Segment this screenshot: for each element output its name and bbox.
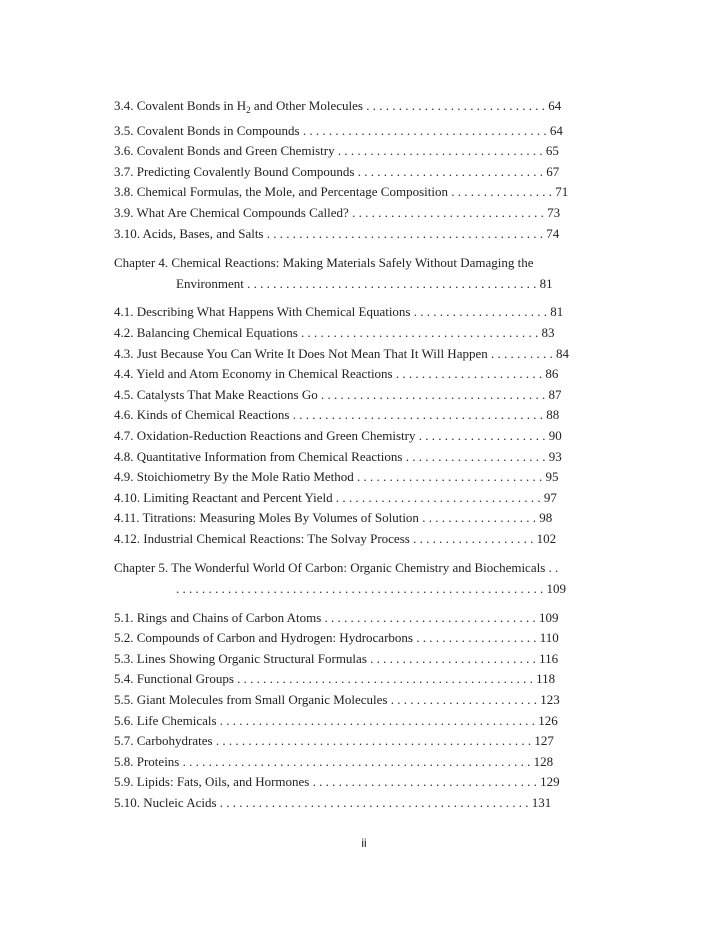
dot-leader: . . . . . . . . . . . . . . . . . . . . . . (402, 448, 549, 464)
toc-entry-title: 5.10. Nucleic Acids (114, 795, 217, 810)
toc-entry-5-7[interactable] (114, 731, 616, 752)
dot-leader: . . . . . . . . . . . . . . . . . . . . . . . . . . . . . . . . (334, 143, 546, 159)
toc-page-number: 102 (536, 530, 557, 546)
toc-entry-title: 4.10. Limiting Reactant and Percent Yield (114, 489, 333, 505)
toc-entry-title: 4.1. Describing What Happens With Chemical Equations (114, 304, 411, 320)
dot-leader: . . . . . . . . . . . . . . . . . . . . . . . . . . (366, 650, 540, 666)
toc-page-number: 110 (539, 630, 559, 646)
dot-leader: . . . . . . . . . . . . . . . . (447, 184, 556, 200)
dot-leader: . . . . . . . . . . . . . . . . . . . . . . . . . . . . . . . . . . . . . . . (289, 407, 547, 423)
dot-leader: . . . . . . . . . . . . . . . . . . . . . . . . . . . . . . . . . . . . . . . . . . . . . . . . . (216, 712, 539, 728)
dot-leader: . . . . . . . . . . . . . . . . . . . . . . . . . . . . . . . . . . . . . . . . . . . . . . . . . (212, 733, 535, 749)
toc-entry-4-9[interactable] (114, 467, 616, 488)
toc-entry-4-1[interactable] (114, 302, 616, 323)
toc-entry-title: 4.2. Balancing Chemical Equations (114, 324, 298, 340)
toc-entry-3-9[interactable] (114, 203, 616, 224)
dot-leader: . . . . . . . . . . . . . . . . . . . . . . . . . . . . . . . . . . . . . . . . . . . . . . . . . . . . . . (179, 753, 534, 769)
toc-entry-3-5[interactable] (114, 121, 616, 142)
dot-leader: . . . . . . . . . . . . . . . . . . . . . . . . . . . . . (353, 469, 546, 485)
toc-entry-title: 3.8. Chemical Formulas, the Mole, and Percentage Composition (114, 184, 448, 200)
chapter-title-continuation (114, 579, 616, 600)
toc-page-number: 67 (546, 163, 560, 179)
chapter-title-line: Chapter 5. The Wonderful World Of Carbon: Organic Chemistry and Biochemicals . . (114, 560, 559, 576)
toc-page-number: 109 (546, 581, 566, 597)
toc-page-number: 87 (548, 386, 562, 402)
toc-entry-5-9[interactable] (114, 772, 616, 793)
toc-entry-title: 4.11. Titrations: Measuring Moles By Volumes of Solution (114, 510, 419, 526)
dot-leader: . . . . . . . . . . . . . . . . . . . . . . . . . . . . . . . . . . . . . (297, 324, 542, 340)
toc-entry-3-10[interactable] (114, 224, 616, 245)
toc-entry-title: 5.3. Lines Showing Organic Structural Formulas (114, 650, 367, 666)
dot-leader: . . . . . . . . . . . . . . . . . . . . . . . (387, 692, 541, 708)
subscript: 2 (246, 105, 251, 115)
toc-page-number: 97 (543, 489, 557, 505)
chapter-title-text: Environment (176, 275, 244, 291)
toc-page-number: 81 (539, 275, 553, 291)
toc-entry-title: 5.5. Giant Molecules from Small Organic Molecules (114, 692, 388, 708)
toc-page-number: 116 (539, 650, 559, 666)
toc-page-number: 88 (546, 407, 560, 423)
table-of-contents (114, 96, 616, 814)
toc-page-number: 90 (548, 427, 562, 443)
toc-entry-5-3[interactable] (114, 649, 616, 670)
toc-entry-title: 5.9. Lipids: Fats, Oils, and Hormones (114, 774, 310, 790)
toc-entry-4-3[interactable] (114, 344, 616, 365)
toc-entry-4-11[interactable] (114, 508, 616, 529)
toc-entry-4-10[interactable] (114, 488, 616, 509)
toc-entry-4-12[interactable] (114, 529, 616, 550)
toc-page-number: 95 (545, 469, 559, 485)
toc-entry-title: 3.5. Covalent Bonds in Compounds (114, 122, 300, 138)
dot-leader: . . . . . . . . . . . . . . . . . . . . . . . . . . . . . . . . . . . . . . . . . . . (263, 225, 547, 241)
dot-leader: . . . . . . . . . . (487, 345, 556, 361)
toc-entry-5-1[interactable] (114, 608, 616, 629)
toc-page-number: 118 (536, 671, 556, 687)
toc-entry-4-6[interactable] (114, 405, 616, 426)
dot-leader: . . . . . . . . . . . . . . . . . . . . (415, 427, 549, 443)
toc-page-number: 131 (531, 795, 552, 810)
toc-page-number: 64 (548, 98, 562, 113)
chapter-title-continuation (114, 274, 616, 295)
toc-entry-title: 3.10. Acids, Bases, and Salts (114, 225, 264, 241)
toc-entry-4-5[interactable] (114, 385, 616, 406)
toc-page-number: 98 (539, 510, 553, 526)
toc-entry-title: 5.1. Rings and Chains of Carbon Atoms (114, 609, 322, 625)
toc-page-number: 81 (550, 304, 564, 320)
toc-page-number: 127 (534, 733, 554, 749)
page-number: ii (361, 836, 367, 850)
toc-page-number: 109 (539, 609, 559, 625)
toc-entry-title: 5.8. Proteins (114, 753, 180, 769)
toc-entry-title: 5.7. Carbohydrates (114, 733, 213, 749)
dot-leader: . . . . . . . . . . . . . . . . . . . . . . . . . . . . . . . . . . . . . . . . . . . . . . . . (216, 795, 532, 810)
toc-page-number: 64 (549, 122, 563, 138)
toc-page-number: 84 (556, 345, 569, 361)
toc-page-number: 128 (533, 753, 554, 769)
toc-entry-title: 4.3. Just Because You Can Write It Does Not Mean That It Will Happen (114, 345, 488, 361)
dot-leader: . . . . . . . . . . . . . . . . . . . . . . . . . . . . . . . . . (321, 609, 540, 625)
toc-entry-4-2[interactable] (114, 323, 616, 344)
toc-entry-3-4[interactable] (114, 96, 616, 121)
toc-entry-5-2[interactable] (114, 628, 616, 649)
dot-leader: . . . . . . . . . . . . . . . . . . . . . . . . . . . . . . . . . . . (317, 386, 549, 402)
dot-leader: . . . . . . . . . . . . . . . . . . . . . . . . . . . . . . . . . . . . . . (299, 122, 550, 138)
dot-leader: . . . . . . . . . . . . . . . . . . . (412, 630, 540, 646)
toc-entry-title: 4.7. Oxidation-Reduction Reactions and Green Chemistry (114, 427, 416, 443)
toc-page-number: 86 (545, 366, 559, 382)
dot-leader: . . . . . . . . . . . . . . . . . . . . . . . . . . . . . . . . . . . . . . . . . . . . . . (233, 671, 537, 687)
toc-page-number: 126 (538, 712, 558, 728)
toc-entry-5-5[interactable] (114, 690, 616, 711)
toc-page-number: 65 (545, 143, 559, 159)
toc-entry-4-4[interactable] (114, 364, 616, 385)
toc-entry-title: 5.4. Functional Groups (114, 671, 234, 687)
toc-page-number: 129 (540, 774, 560, 790)
toc-entry-5-4[interactable] (114, 669, 616, 690)
toc-entry-title: 4.12. Industrial Chemical Reactions: The Solvay Process (114, 530, 410, 546)
dot-leader: . . . . . . . . . . . . . . . . . . . . . (410, 304, 551, 320)
toc-page-number: 93 (548, 448, 562, 464)
toc-entry-3-8[interactable] (114, 182, 616, 203)
dot-leader: . . . . . . . . . . . . . . . . . . (418, 510, 540, 526)
toc-page-number: 73 (547, 204, 561, 220)
toc-entry-5-8[interactable] (114, 752, 616, 773)
dot-leader: . . . . . . . . . . . . . . . . . . . . . . . . . . . . . . (348, 204, 548, 220)
toc-entry-5-6[interactable] (114, 711, 616, 732)
dot-leader: . . . . . . . . . . . . . . . . . . . . . . . (392, 366, 546, 382)
dot-leader: . . . . . . . . . . . . . . . . . . . . . . . . . . . . . . . . . . . (309, 774, 541, 790)
toc-entry-5-10[interactable] (114, 793, 616, 814)
toc-entry-title: 5.2. Compounds of Carbon and Hydrogen: Hydrocarbons (114, 630, 413, 646)
dot-leader: . . . . . . . . . . . . . . . . . . . . . . . . . . . . . . . . . . . . . . . . . . . . . . . . . . . . . . . . . (176, 581, 547, 597)
dot-leader: . . . . . . . . . . . . . . . . . . . . . . . . . . . . . . . . . . . . . . . . . . . . . (243, 275, 540, 291)
toc-entry-title: 3.7. Predicting Covalently Bound Compounds (114, 163, 355, 179)
toc-entry-title: 5.6. Life Chemicals (114, 712, 217, 728)
toc-entry-title: 4.4. Yield and Atom Economy in Chemical Reactions (114, 366, 393, 382)
chapter-title-line: Chapter 4. Chemical Reactions: Making Materials Safely Without Damaging the (114, 255, 534, 271)
toc-entry-title: 3.9. What Are Chemical Compounds Called? (114, 204, 349, 220)
dot-leader: . . . . . . . . . . . . . . . . . . . (409, 530, 537, 546)
dot-leader: . . . . . . . . . . . . . . . . . . . . . . . . . . . . (362, 98, 549, 113)
toc-page-number: 83 (541, 324, 555, 340)
toc-entry-title: 4.8. Quantitative Information from Chemical Reactions (114, 448, 403, 464)
chapter-5-heading[interactable] (114, 558, 616, 599)
toc-entry-title: 3.4. Covalent Bonds in $H_2$ and Other Molecules (114, 98, 363, 115)
toc-entry-title: 4.9. Stoichiometry By the Mole Ratio Method (114, 469, 354, 485)
toc-entry-title: 3.6. Covalent Bonds and Green Chemistry (114, 143, 335, 159)
toc-entry-title: 4.6. Kinds of Chemical Reactions (114, 407, 290, 423)
toc-entry-title: 4.5. Catalysts That Make Reactions Go (114, 386, 318, 402)
toc-entry-3-7[interactable] (114, 162, 616, 183)
dot-leader: . . . . . . . . . . . . . . . . . . . . . . . . . . . . . . . . (332, 489, 544, 505)
chapter-4-heading[interactable] (114, 253, 616, 294)
toc-page-number: 123 (540, 692, 560, 708)
toc-entry-4-7[interactable] (114, 426, 616, 447)
dot-leader: . . . . . . . . . . . . . . . . . . . . . . . . . . . . . (354, 163, 547, 179)
toc-entry-3-6[interactable] (114, 141, 616, 162)
toc-entry-4-8[interactable] (114, 447, 616, 468)
toc-page-number: 71 (555, 184, 569, 200)
toc-page-number: 74 (546, 225, 560, 241)
